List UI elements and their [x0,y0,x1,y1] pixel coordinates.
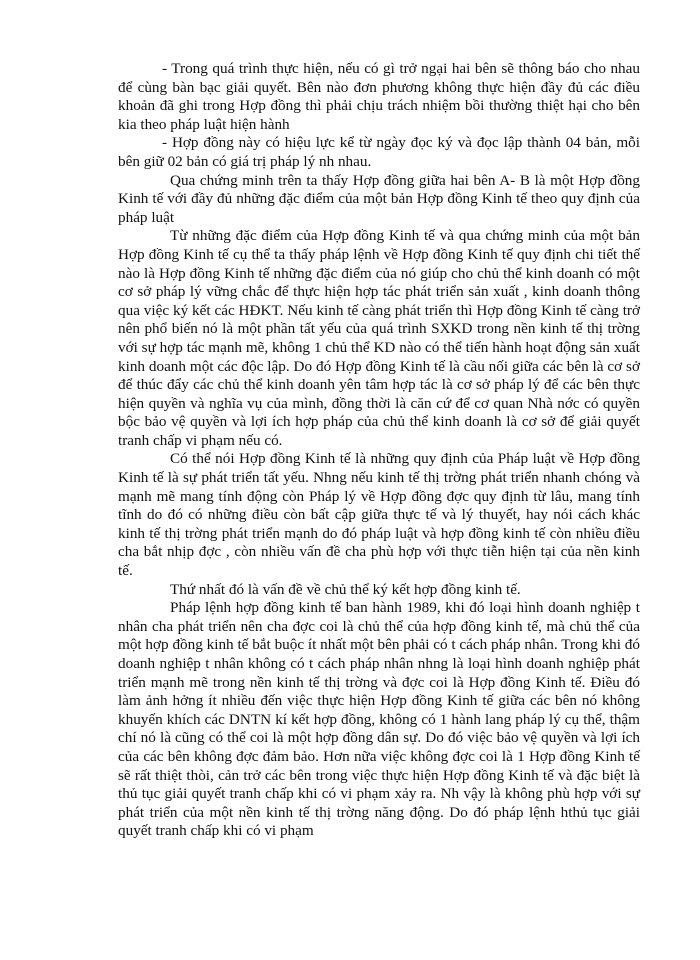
paragraph-first-issue: Thứ nhất đó là vấn đề về chủ thể ký kết hợp đồng kinh tế. [170,580,521,598]
paragraph-validity-clause: - Hợp đồng này có hiệu lực kể từ ngày đọc ký và đọc lập thành 04 bản, mỗi bên giữ 02 bản có giá trị pháp lý nh nhau. [118,134,640,170]
paragraph-ordinance-1989: Pháp lệnh hợp đồng kinh tế ban hành 1989, khi đó loại hình doanh nghiệp t nhân cha phát triển nên cha đợc coi là chủ thể của hợp đồng kinh tế, mà chủ thể của một hợp đồng kinh tế bắt buộc ít nhất một bên phải có t cách pháp nhân. Trong khi đó doanh nghiệp t nhân không có t cách pháp nhân nhng là loại hình doanh nghiệp phát triển mạnh mẽ trong nền kinh tế thị trờng và đợc coi là Hợp đồng Kinh tế. Điều đó làm ảnh hởng ít nhiều đến việc thực hiện Hợp đồng Kinh tế giữa các bên nó không khuyến khích các DNTN kí kết hợp đồng, không có 1 hành lang pháp lý cụ thể, thậm chí nó là cũng có thể coi là một hợp đồng dân sự. Do đó việc bảo vệ quyền và lợi ích của các bên không đợc đảm bảo. Hơn nữa việc không đợc coi là 1 Hợp đồng Kinh tế sẽ rất thiệt thòi, cản trở các bên trong việc thực hiện Hợp đồng Kinh tế và đặc biệt là thủ tục giải quyết tranh chấp khi có vi phạm xảy ra. Nh vậy là không phù hợp với sự phát triển của một nền kinh tế thị trờng năng động. Do đó pháp lệnh hthủ tục giải quyết tranh chấp khi có vi phạm [118,599,640,840]
paragraph-proof-summary: Qua chứng minh trên ta thấy Hợp đồng giữa hai bên A- B là một Hợp đồng Kinh tế với đầy đủ những đặc điểm của một bản Hợp đồng Kinh tế theo quy định của pháp luật [118,171,640,226]
paragraph-law-development: Có thể nói Hợp đồng Kinh tế là những quy định của Pháp luật về Hợp đồng Kinh tế là sự phát triển tất yếu. Nhng nếu kinh tế thị trờng phát triển nhanh chóng và mạnh mẽ mang tính động còn Pháp lý về Hợp đồng đợc quy định từ lâu, mang tính tĩnh do đó có những điều còn bất cập giữa thực tế và lý thuyết, hay nói cách khác kinh tế thị trờng phát triển mạnh do đó pháp luật và hợp đồng kinh tế còn nhiều điều cha bắt nhịp đợc , còn nhiều vấn đề cha phù hợp với thực tiễn hiện tại của nền kinh tế. [118,450,640,580]
paragraph-notification-clause: - Trong quá trình thực hiện, nếu có gì trở ngại hai bên sẽ thông báo cho nhau để cùng bàn bạc giải quyết. Bên nào đơn phương không thực hiện đầy đủ các điều khoản đã ghi trong Hợp đồng thì phải chịu trách nhiệm bồi thường thiệt hại cho bên kia theo pháp luật hiện hành [118,60,640,133]
paragraph-characteristics: Từ những đặc điểm của Hợp đồng Kinh tế và qua chứng minh của một bản Hợp đồng Kinh tế cụ thể ta thấy pháp lệnh về Hợp đồng Kinh tế quy định chi tiết thế nào là Hợp đồng Kinh tế những đặc điểm của nó giúp cho chủ thể kinh doanh có một cơ sở pháp lý vững chắc để thực hiện hợp tác phát triển sản xuất , kinh doanh thông qua việc ký kết các HĐKT. Nếu kinh tế càng phát triển thì Hợp đồng Kinh tế càng trở nên phổ biến nó là một phần tất yếu của quá trình SXKD trong nền kinh tế thị trờng với sự hợp tác mạnh mẽ, không 1 chủ thể KD nào có thể tiến hành hoạt động sản xuất kinh doanh một các độc lập. Do đó Hợp đồng Kinh tế là cầu nối giữa các bên là cơ sở để thúc đẩy các chủ thể kinh doanh yên tâm hợp tác là cơ sở pháp lý để các bên thực hiện quyền và nghĩa vụ của mình, đồng thời là căn cứ để cơ quan Nhà nớc có quyền bộc bảo vệ quyền và lợi ích hợp pháp của chủ thể kinh doanh là cơ sở để giải quyết tranh chấp vi phạm nếu có. [118,227,640,449]
document-page [118,60,640,841]
